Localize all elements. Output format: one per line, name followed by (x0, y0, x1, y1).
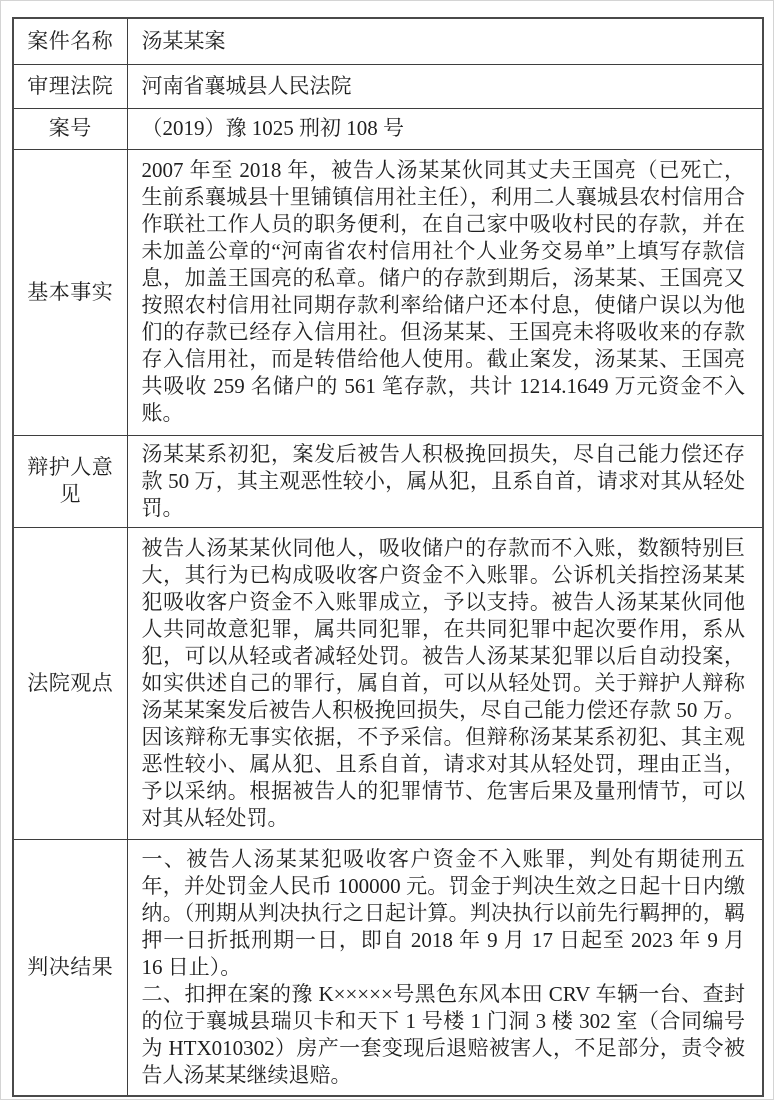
basic-facts-label: 基本事实 (13, 149, 127, 435)
table-row-court (13, 64, 763, 108)
judgment-paragraph-2: 二、扣押在案的豫 K×××××号黑色东风本田 CRV 车辆一台、查封的位于襄城县瑞贝卡和天下 1 号楼 1 门洞 3 楼 302 室（合同编号为 HTX010302）房产一套变现后退赔被害人，不足部分，责令被告人汤某某继续退赔。 (141, 981, 745, 1087)
table-row-judgment-result (13, 839, 763, 1096)
judgment-result-label: 判决结果 (13, 839, 127, 1096)
case-number-label: 案号 (13, 108, 127, 149)
case-summary-table (12, 17, 764, 1097)
court-value: 河南省襄城县人民法院 (127, 64, 763, 108)
defense-opinion-text: 汤某某系初犯，案发后被告人积极挽回损失，尽自己能力偿还存款 50 万，其主观恶性较小，属从犯，且系自首，请求对其从轻处罚。 (127, 435, 763, 527)
table-row-case-number (13, 108, 763, 149)
table-row-case-name (13, 18, 763, 64)
case-name-label: 案件名称 (13, 18, 127, 64)
court-view-text: 被告人汤某某伙同他人，吸收储户的存款而不入账，数额特别巨大，其行为已构成吸收客户资金不入账罪。公诉机关指控汤某某犯吸收客户资金不入账罪成立，予以支持。被告人汤某某伙同他人共同故意犯罪，属共同犯罪，在共同犯罪中起次要作用，系从犯，可以从轻或者减轻处罚。被告人汤某某犯罪以后自动投案，如实供述自己的罪行，属自首，可以从轻处罚。关于辩护人辩称汤某某案发后被告人积极挽回损失，尽自己能力偿还存款 50 万。因该辩称无事实依据，不予采信。但辩称汤某某系初犯、其主观恶性较小、属从犯、且系自首，请求对其从轻处罚，理由正当，予以采纳。根据被告人的犯罪情节、危害后果及量刑情节，可以对其从轻处罚。 (127, 527, 763, 839)
court-view-label: 法院观点 (13, 527, 127, 839)
defense-opinion-label: 辩护人意见 (13, 435, 127, 527)
case-name-value: 汤某某案 (127, 18, 763, 64)
table-row-defense-opinion (13, 435, 763, 527)
judgment-paragraph-1: 一、被告人汤某某犯吸收客户资金不入账罪，判处有期徒刑五年，并处罚金人民币 100000 元。罚金于判决生效之日起十日内缴纳。（刑期从判决执行之日起计算。判决执行以前先行羁押的，羁押一日折抵刑期一日，即自 2018 年 9 月 17 日起至 2023 年 9 月 16 日止）。 (141, 846, 745, 979)
case-number-value: （2019）豫 1025 刑初 108 号 (127, 108, 763, 149)
court-label: 审理法院 (13, 64, 127, 108)
basic-facts-text: 2007 年至 2018 年，被告人汤某某伙同其丈夫王国亮（已死亡，生前系襄城县十里铺镇信用社主任），利用二人襄城县农村信用合作联社工作人员的职务便利，在自己家中吸收村民的存款，并在未加盖公章的“河南省农村信用社个人业务交易单”上填写存款信息，加盖王国亮的私章。储户的存款到期后，汤某某、王国亮又按照农村信用社同期存款利率给储户还本付息，使储户误以为他们的存款已经存入信用社。但汤某某、王国亮未将吸收来的存款存入信用社，而是转借给他人使用。截止案发，汤某某、王国亮共吸收 259 名储户的 561 笔存款，共计 1214.1649 万元资金不入账。 (127, 149, 763, 435)
table-row-basic-facts (13, 149, 763, 435)
table-row-court-view (13, 527, 763, 839)
judgment-result-text (127, 839, 763, 1096)
